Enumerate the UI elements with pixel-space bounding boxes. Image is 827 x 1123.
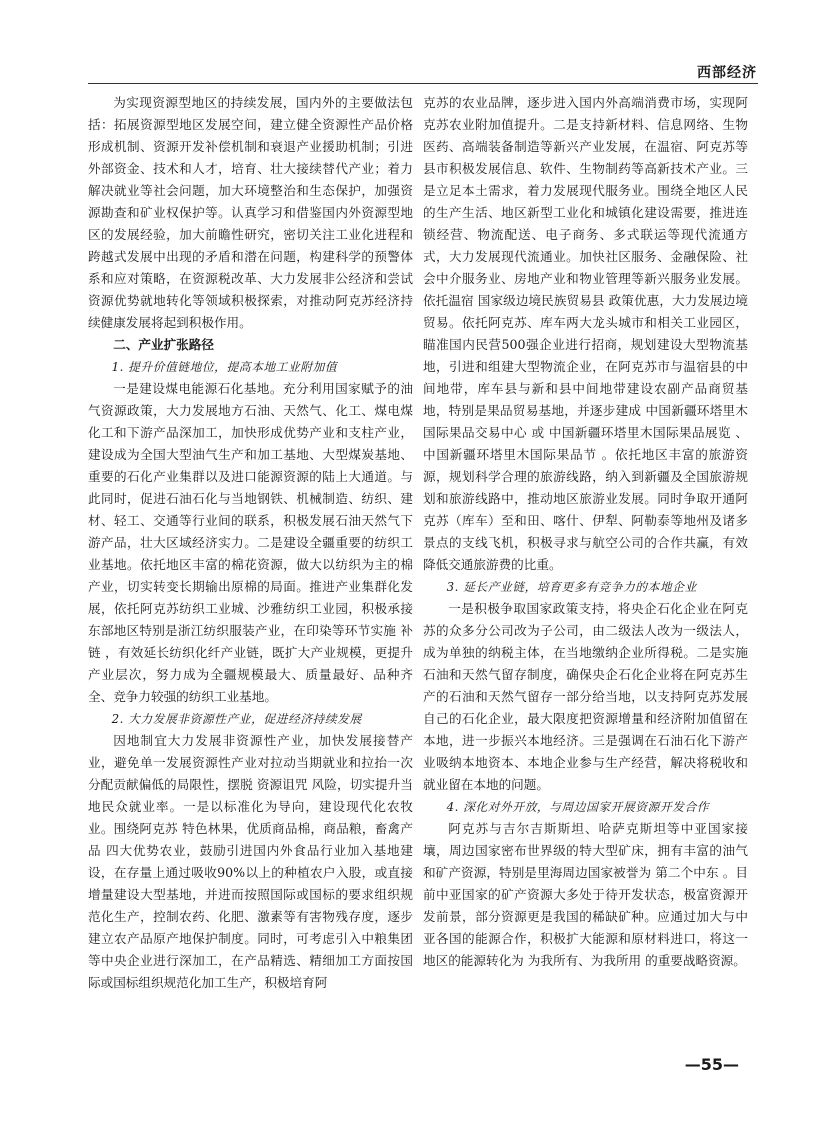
subsection-heading: 4. 深化对外开放，与周边国家开展资源开发合作	[446, 800, 710, 814]
paragraph: 一是积极争取国家政策支持，将央企石化企业在阿克苏的众多分公司改为子公司，由二级法人改为一级法人，成为单独的纳税主体，在当地缴纳企业所得税。二是实施石油和天然气留存制度，确保央企石化企业将在阿克苏生产的石油和天然气留存一部分给当地，以支持阿克苏发展自己的石化企业，最大限度把资源增量和经济附加值留在本地，进一步振兴本地经济。三是强调在石油石化下游产业吸纳本地资本、本地企业参与生产经营，解决将税收和就业留在本地的问题。	[423, 601, 748, 792]
header-rule	[88, 83, 758, 84]
journal-name: 西部经济	[697, 65, 757, 81]
paragraph: 为实现资源型地区的持续发展，国内外的主要做法包括：拓展资源型地区发展空间，建立健全资源性产品价格形成机制、资源开发补偿机制和衰退产业援助机制；引进外部资金、技术和人才，培育、壮大接续替代产业；着力解决就业等社会问题，加大环境整治和生态保护，加强资源勘查和矿业权保护等。认真学习和借鉴国内外资源型地区的发展经验，加大前瞻性研究，密切关注工业化进程和跨越式发展中出现的矛盾和潜在问题，构建科学的预警体系和应对策略，在资源税改革、大力发展非公经济和尝试资源优势就地转化等领域积极探索，对推动阿克苏经济持续健康发展将起到积极作用。	[88, 95, 413, 330]
right-column	[423, 92, 748, 972]
subsection-heading: 1. 提升价值链地位，提高本地工业附加值	[111, 360, 338, 374]
left-column	[88, 92, 413, 994]
subsection-heading: 2. 大力发展非资源性产业，促进经济持续发展	[111, 712, 362, 726]
section-heading: 二、产业扩张路径	[113, 337, 214, 352]
paragraph: 克苏的农业品牌，逐步进入国内外高端消费市场，实现阿克苏农业附加值提升。二是支持新材料、信息网络、生物医药、高端装备制造等新兴产业发展，在温宿、阿克苏等县市积极发展信息、软件、生物制药等高新技术产业。三是立足本土需求，着力发展现代服务业。围绕全地区人民的生产生活、地区新型工业化和城镇化建设需要，推进连锁经营、物流配送、电子商务、多式联运等现代流通方式，大力发展现代流通业。加快社区服务、金融保险、社会中介服务业、房地产业和物业管理等新兴服务业发展。依托温宿 国家级边境民族贸易县 政策优惠，大力发展边境贸易。依托阿克苏、库车两大龙头城市和相关工业园区，瞄准国内民营500强企业进行招商，规划建设大型物流基地，引进和组建大型物流企业，在阿克苏市与温宿县的中间地带，库车县与新和县中间地带建设农副产品商贸基地，特别是果品贸易基地，并逐步建成 中国新疆环塔里木国际果品交易中心 或 中国新疆环塔里木国际果品展览 、 中国新疆环塔里木国际果品节 。依托地区丰富的旅游资源，规划科学合理的旅游线路，纳入到新疆及全国旅游规划和旅游线路中，推动地区旅游业发展。同时争取开通阿克苏（库车）至和田、喀什、伊犁、阿勒泰等地州及诸多景点的支线飞机，积极寻求与航空公司的合作共赢，有效降低交通旅游费的比重。	[423, 95, 748, 572]
paragraph: 因地制宜大力发展非资源性产业，加快发展接替产业，避免单一发展资源性产业对拉动当期就业和拉抬一次分配贡献偏低的局限性，摆脱 资源诅咒 风险，切实提升当地民众就业率。一是以标准化为导向，建设现代化农牧业。围绕阿克苏 特色林果，优质商品棉，商品粮，畜禽产品 四大优势农业，鼓励引进国内外食品行业加入基地建设，在存量上通过吸收90%以上的种植农户入股，或直接增量建设大型基地，并进而按照国际或国标的要求组织规范化生产，控制农药、化肥、激素等有害物残存度，逐步建立农产品原产地保护制度。同时，可考虑引入中粮集团等中央企业进行深加工，在产品精选、精细加工方面按国际或国标组织规范化加工生产，积极培育阿	[88, 733, 413, 990]
page-number: —55—	[684, 1055, 739, 1074]
subsection-heading: 3. 延长产业链，培育更多有竞争力的本地企业	[446, 580, 697, 594]
paragraph: 一是建设煤电能源石化基地。充分利用国家赋予的油气资源政策，大力发展地方石油、天然气、化工、煤电煤化工和下游产品深加工，加快形成优势产业和支柱产业，建设成为全国大型油气生产和加工基地、大型煤炭基地、重要的石化产业集群以及进口能源资源的陆上大通道。与此同时，促进石油石化与当地钢铁、机械制造、纺织、建材、轻工、交通等行业间的联系，积极发展石油天然气下游产品，壮大区域经济实力。二是建设全疆重要的纺织工业基地。依托地区丰富的棉花资源，做大以纺织为主的棉产业，切实转变长期输出原棉的局面。推进产业集群化发展，依托阿克苏纺织工业城、沙雅纺织工业园，积极承接东部地区特别是浙江纺织服装产业，在印染等环节实施 补链 ，有效延长纺织化纤产业链，既扩大产业规模，更提升产业层次，努力成为全疆规模最大、质量最好、品种齐全、竞争力较强的纺织工业基地。	[88, 381, 413, 704]
paragraph: 阿克苏与吉尔吉斯斯坦、哈萨克斯坦等中亚国家接壤，周边国家密布世界级的特大型矿床，拥有丰富的油气和矿产资源，特别是里海周边国家被誉为 第二个中东 。目前中亚国家的矿产资源大多处于待开发状态，极富资源开发前景，部分资源更是我国的稀缺矿种。应通过加大与中亚各国的能源合作，积极扩大能源和原材料进口，将这一地区的能源转化为 为我所有、为我所用 的重要战略资源。	[423, 821, 748, 968]
